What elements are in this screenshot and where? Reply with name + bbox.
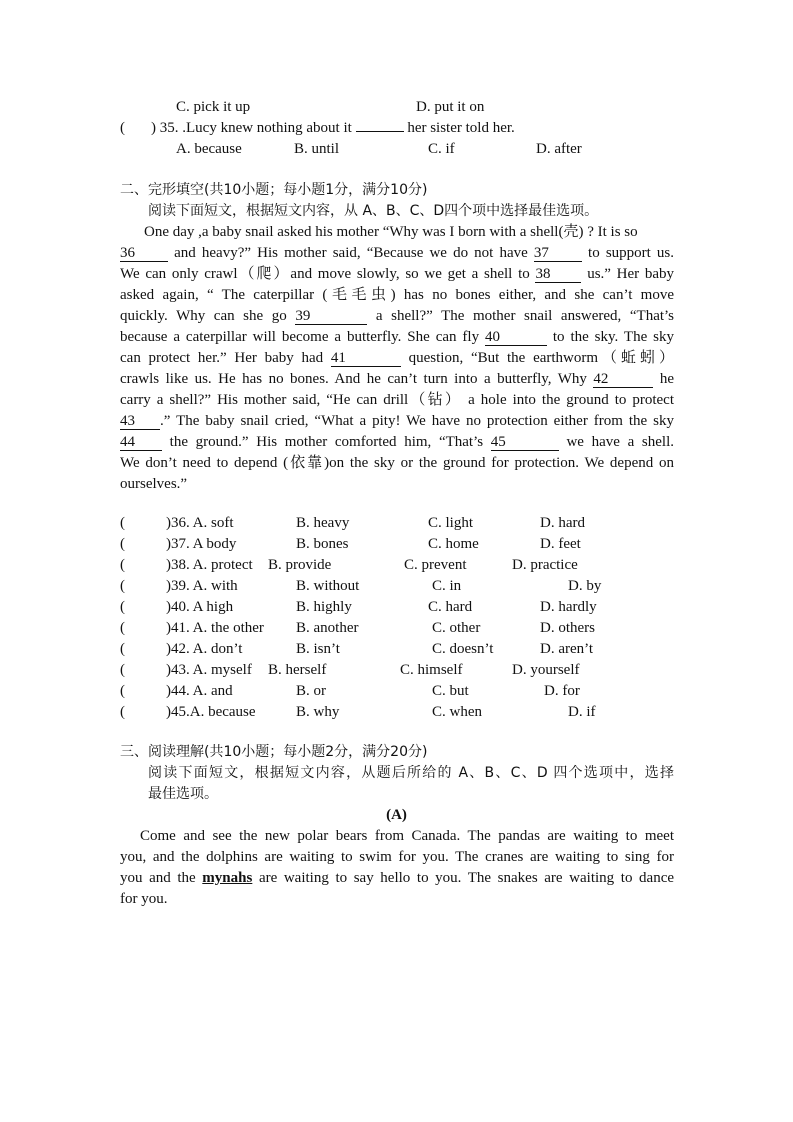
answer-paren: (: [120, 120, 125, 136]
blank-37: 37: [534, 245, 582, 262]
question-number: )39. A. with: [166, 578, 238, 594]
blank-42: 42: [593, 371, 653, 388]
option-d: D. for: [544, 683, 580, 699]
option-d: D. hard: [540, 515, 585, 531]
option-c: C. home: [428, 536, 479, 552]
blank-41: 41: [331, 350, 401, 367]
passage-text: a shell?” The mother snail answered, “That’s: [375, 308, 675, 324]
passage-text: can protect her.” Her baby had: [120, 350, 324, 366]
passage-line-7: [120, 348, 674, 368]
option-d: D. if: [568, 704, 596, 720]
option-d: D. feet: [540, 536, 581, 552]
option-c: C. but: [432, 683, 469, 699]
passage-text: and heavy?” His mother said, “Because we do not have: [174, 245, 528, 261]
answer-paren: (: [120, 599, 125, 615]
passage-text: us.” Her baby: [587, 266, 675, 282]
passage-line-6: [120, 327, 674, 347]
option-b: B. why: [296, 704, 340, 720]
passage-line-8: [120, 369, 674, 389]
option-b: B. another: [296, 620, 359, 636]
blank-38: 38: [535, 266, 581, 283]
question-number: )44. A. and: [166, 683, 233, 699]
option-b: B. herself: [268, 662, 327, 678]
option-b: B. without: [296, 578, 360, 594]
question-row: [0, 534, 793, 554]
blank-40: 40: [485, 329, 547, 346]
passage-text: we have a shell.: [566, 434, 675, 450]
passage-text: quickly. Why can she go: [120, 308, 287, 324]
answer-paren: (: [120, 704, 125, 720]
passage-text: .” The baby snail cried, “What a pity! We have no protection either from the sky: [160, 413, 674, 429]
q35-stem-b: her sister told her.: [407, 120, 515, 136]
option-d: D. yourself: [512, 662, 580, 678]
passage-line-9: [120, 390, 674, 410]
blank-43: 43: [120, 413, 160, 430]
question-row: [0, 660, 793, 680]
option-d: D. aren’t: [540, 641, 594, 657]
answer-paren: (: [120, 620, 125, 636]
reading-line-2: you, and the dolphins are waiting to swim for you. The cranes are waiting to sing for: [120, 849, 674, 865]
option-d: D. others: [540, 620, 595, 636]
passage-text: because a caterpillar will become a butterfly. She can fly: [120, 329, 480, 345]
question-row: [0, 639, 793, 659]
section-2-instruction: 阅读下面短文，根据短文内容，从 A、B、C、D四个项中选择最佳选项。: [148, 203, 599, 219]
passage-line-2: [120, 243, 674, 263]
question-row: [0, 618, 793, 638]
question-row: [0, 576, 793, 596]
option-d: D. practice: [512, 557, 578, 573]
blank-36: 36: [120, 245, 168, 262]
reading-text: are waiting to say hello to you. The snakes are waiting to dance: [258, 870, 675, 886]
passage-text: crawls like us. He has no bones. And he can’t turn into a butterfly, Why: [120, 371, 587, 387]
option-c: C. doesn’t: [432, 641, 494, 657]
passage-text: to support us.: [588, 245, 675, 261]
option-d: D. by: [568, 578, 602, 594]
option-c: C. in: [432, 578, 462, 594]
question-35: [120, 118, 515, 138]
option-c: C. prevent: [404, 557, 467, 573]
passage-line-12: We don’t need to depend (依靠)on the sky or the ground for protection. We depend on: [120, 455, 674, 471]
answer-paren: (: [120, 662, 125, 678]
option-b: B. heavy: [296, 515, 350, 531]
question-row: [0, 681, 793, 701]
question-number: )36. A. soft: [166, 515, 234, 531]
answer-paren: (: [120, 683, 125, 699]
answer-paren: (: [120, 578, 125, 594]
passage-text: the ground.” His mother comforted him, “That’s: [169, 434, 484, 450]
option-b: B. or: [296, 683, 326, 699]
q35-option-d: D. after: [536, 141, 582, 157]
question-number: )37. A body: [166, 536, 237, 552]
passage-text: he: [659, 371, 675, 387]
passage-line-3: [120, 264, 674, 284]
option-c: C. other: [432, 620, 481, 636]
option-b: B. provide: [268, 557, 332, 573]
q35-option-a: A. because: [176, 141, 242, 157]
blank-44: 44: [120, 434, 162, 451]
keyword-mynahs: mynahs: [202, 870, 253, 886]
option-b: B. bones: [296, 536, 349, 552]
passage-text: a hole into the ground to protect: [468, 392, 675, 408]
reading-line-3: [120, 868, 674, 888]
section-3-instruction-1: 阅读下面短文，根据短文内容，从题后所给的 A、B、C、D 四个选项中，选择: [148, 765, 674, 781]
question-number: )40. A high: [166, 599, 234, 615]
q34-option-d: D. put it on: [416, 99, 485, 115]
question-row: [0, 513, 793, 533]
question-number: )43. A. myself: [166, 662, 252, 678]
answer-paren: (: [120, 641, 125, 657]
option-c: C. when: [432, 704, 482, 720]
passage-text: to the sky. The sky: [552, 329, 674, 345]
reading-line-4: for you.: [120, 891, 168, 907]
question-number: )38. A. protect: [166, 557, 253, 573]
blank-39: 39: [295, 308, 367, 325]
option-d: D. hardly: [540, 599, 597, 615]
passage-text: We can only crawl（爬）and move slowly, so we get a shell to: [120, 266, 530, 282]
answer-paren: (: [120, 515, 125, 531]
question-row: [0, 597, 793, 617]
question-number: )42. A. don’t: [166, 641, 243, 657]
option-c: C. hard: [428, 599, 473, 615]
q35-option-b: B. until: [294, 141, 340, 157]
option-c: C. light: [428, 515, 474, 531]
passage-text: question, “But the earthworm（蚯蚓）: [408, 350, 674, 366]
q35-blank: [356, 131, 404, 132]
question-number: )41. A. the other: [166, 620, 264, 636]
section-3-instruction-2: 最佳选项。: [148, 786, 218, 802]
answer-paren: (: [120, 557, 125, 573]
passage-a-label: (A): [386, 807, 407, 823]
q35-option-c: C. if: [428, 141, 455, 157]
blank-45: 45: [491, 434, 559, 451]
passage-line-10: [120, 411, 674, 431]
option-c: C. himself: [400, 662, 463, 678]
passage-text: carry a shell?” His mother said, “He can drill（钻）: [120, 392, 463, 408]
question-row: [0, 702, 793, 722]
section-3-title: 三、阅读理解(共10小题；每小题2分，满分20分): [120, 744, 428, 760]
passage-line-11: [120, 432, 674, 452]
question-row: [0, 555, 793, 575]
passage-line-5: [120, 306, 674, 326]
reading-line-1: Come and see the new polar bears from Canada. The pandas are waiting to meet: [140, 828, 674, 844]
option-b: B. highly: [296, 599, 352, 615]
passage-line-1: One day ,a baby snail asked his mother “Why was I born with a shell(壳) ? It is so: [144, 224, 638, 240]
q34-option-c: C. pick it up: [176, 99, 251, 115]
q35-stem-a: ) 35. .Lucy knew nothing about it: [151, 120, 352, 136]
reading-text: you and the: [120, 870, 196, 886]
section-2-title: 二、完形填空(共10小题；每小题1分，满分10分): [120, 182, 428, 198]
passage-line-13: ourselves.”: [120, 476, 188, 492]
passage-line-4: asked again, “ The caterpillar (毛毛虫) has no bones either, and she can’t move: [120, 287, 674, 303]
option-b: B. isn’t: [296, 641, 340, 657]
answer-paren: (: [120, 536, 125, 552]
question-number: )45.A. because: [166, 704, 256, 720]
